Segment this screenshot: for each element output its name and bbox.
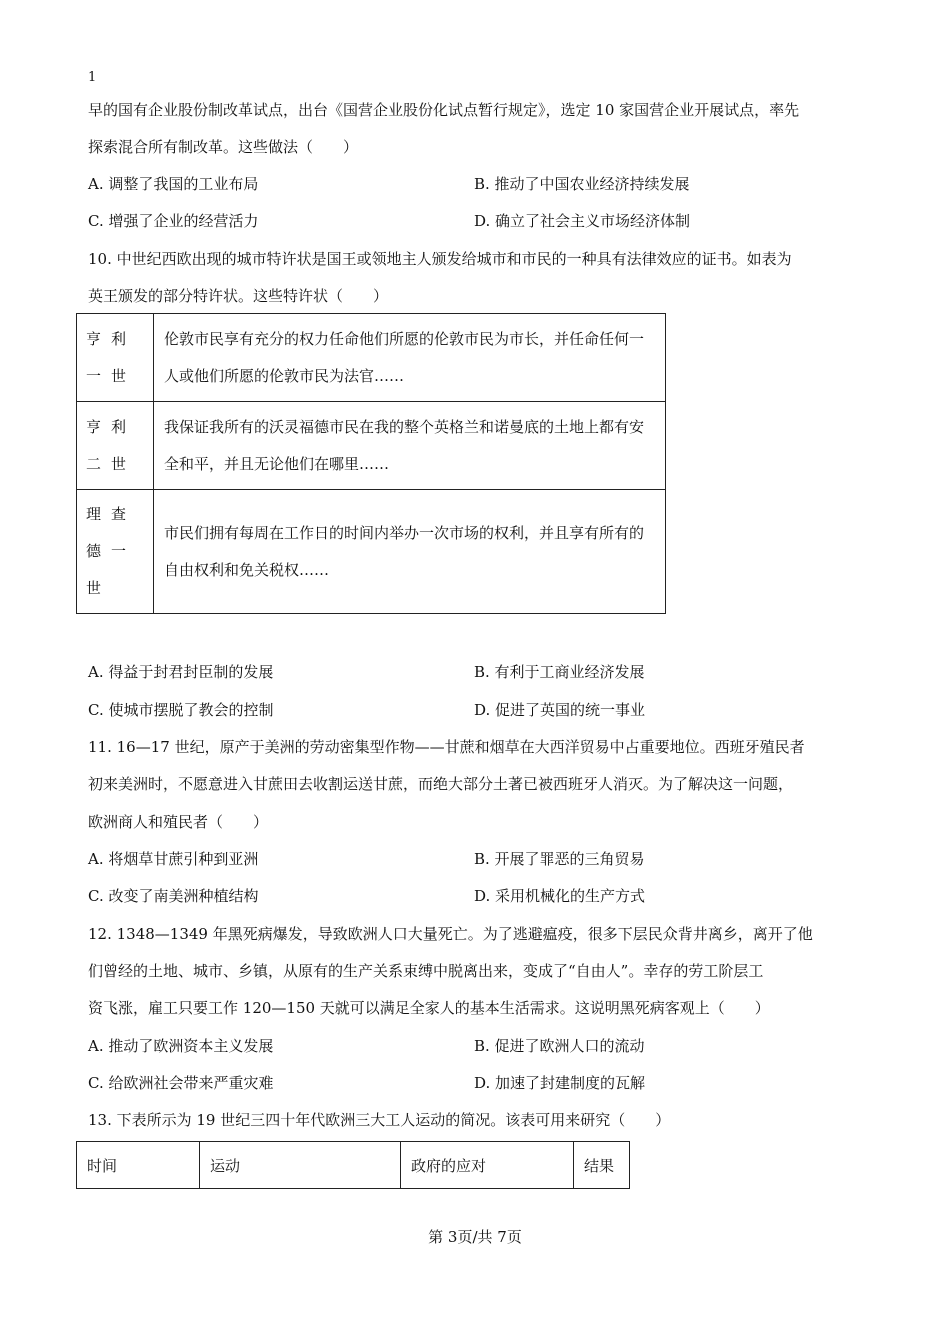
page-footer: 第 3页/共 7页 [428,1228,522,1246]
q10-line1: 10. 中世纪西欧出现的城市特许状是国王或领地主人颁发给城市和市民的一种具有法律效应的证书。如表为 [88,250,792,268]
q13-line1: 13. 下表所示为 19 世纪三四十年代欧洲三大工人运动的简况。该表可用来研究（ ） [88,1111,671,1129]
labor-movement-table [76,1141,630,1189]
q9-line2: 探索混合所有制改革。这些做法（ ） [88,138,359,156]
q9-line1: 早的国有企业股份制改革试点，出台《国营企业股份化试点暂行规定》，选定 10 家国营企业开展试点，率先 [88,101,800,119]
page-marker: 1 [88,70,97,85]
q10-line2: 英王颁发的部分特许状。这些特许状（ ） [88,287,389,305]
q11-option-b[interactable]: B. 开展了罪恶的三角贸易 [474,850,645,868]
q9-option-c[interactable]: C. 增强了企业的经营活力 [88,212,259,230]
charter-table [76,313,666,614]
q11-option-c[interactable]: C. 改变了南美洲种植结构 [88,887,259,905]
q12-option-b[interactable]: B. 促进了欧洲人口的流动 [474,1037,645,1055]
q12-option-d[interactable]: D. 加速了封建制度的瓦解 [474,1074,646,1092]
charter-text-cell: 我保证我所有的沃灵福德市民在我的整个英格兰和诺曼底的土地上都有安全和平，并且无论他们在哪里…… [154,402,666,490]
q10-option-d[interactable]: D. 促进了英国的统一事业 [474,701,646,719]
q11-line2: 初来美洲时，不愿意进入甘蔗田去收割运送甘蔗，而绝大部分土著已被西班牙人消灭。为了解决这一问题， [88,775,794,793]
king-cell: 亨利二世 [77,402,154,490]
charter-text-cell: 伦敦市民享有充分的权力任命他们所愿的伦敦市民为市长，并任命任何一人或他们所愿的伦敦市民为法官…… [154,314,666,402]
q12-line2: 们曾经的土地、城市、乡镇，从原有的生产关系束缚中脱离出来，变成了“自由人”。幸存的劳工阶层工 [88,962,764,980]
q12-line1: 12. 1348—1349 年黑死病爆发，导致欧洲人口大量死亡。为了逃避瘟疫，很多下层民众背井离乡，离开了他 [88,925,813,943]
table-header-row [77,1142,630,1189]
q9-option-b[interactable]: B. 推动了中国农业经济持续发展 [474,175,690,193]
q11-line3: 欧洲商人和殖民者（ ） [88,813,269,831]
q9-option-a[interactable]: A. 调整了我国的工业布局 [88,175,259,193]
q12-line3: 资飞涨，雇工只要工作 120—150 天就可以满足全家人的基本生活需求。这说明黑死病客观上（ ） [88,999,770,1017]
q11-option-a[interactable]: A. 将烟草甘蔗引种到亚洲 [88,850,259,868]
king-cell: 理查德一世 [77,490,154,614]
q12-option-a[interactable]: A. 推动了欧洲资本主义发展 [88,1037,274,1055]
table-row [77,402,666,490]
q10-option-c[interactable]: C. 使城市摆脱了教会的控制 [88,701,274,719]
q11-line1: 11. 16—17 世纪，原产于美洲的劳动密集型作物——甘蔗和烟草在大西洋贸易中占重要地位。西班牙殖民者 [88,738,805,756]
q9-option-d[interactable]: D. 确立了社会主义市场经济体制 [474,212,691,230]
king-cell: 亨利一世 [77,314,154,402]
q11-option-d[interactable]: D. 采用机械化的生产方式 [474,887,646,905]
header-cell-result: 结果 [574,1142,630,1189]
header-cell-movement: 运动 [200,1142,401,1189]
q10-option-b[interactable]: B. 有利于工商业经济发展 [474,663,645,681]
q12-option-c[interactable]: C. 给欧洲社会带来严重灾难 [88,1074,274,1092]
table-row [77,490,666,614]
q10-option-a[interactable]: A. 得益于封君封臣制的发展 [88,663,274,681]
charter-text-cell: 市民们拥有每周在工作日的时间内举办一次市场的权利，并且享有所有的自由权利和免关税权…… [154,490,666,614]
header-cell-government-response: 政府的应对 [401,1142,574,1189]
table-row [77,314,666,402]
header-cell-time: 时间 [77,1142,200,1189]
